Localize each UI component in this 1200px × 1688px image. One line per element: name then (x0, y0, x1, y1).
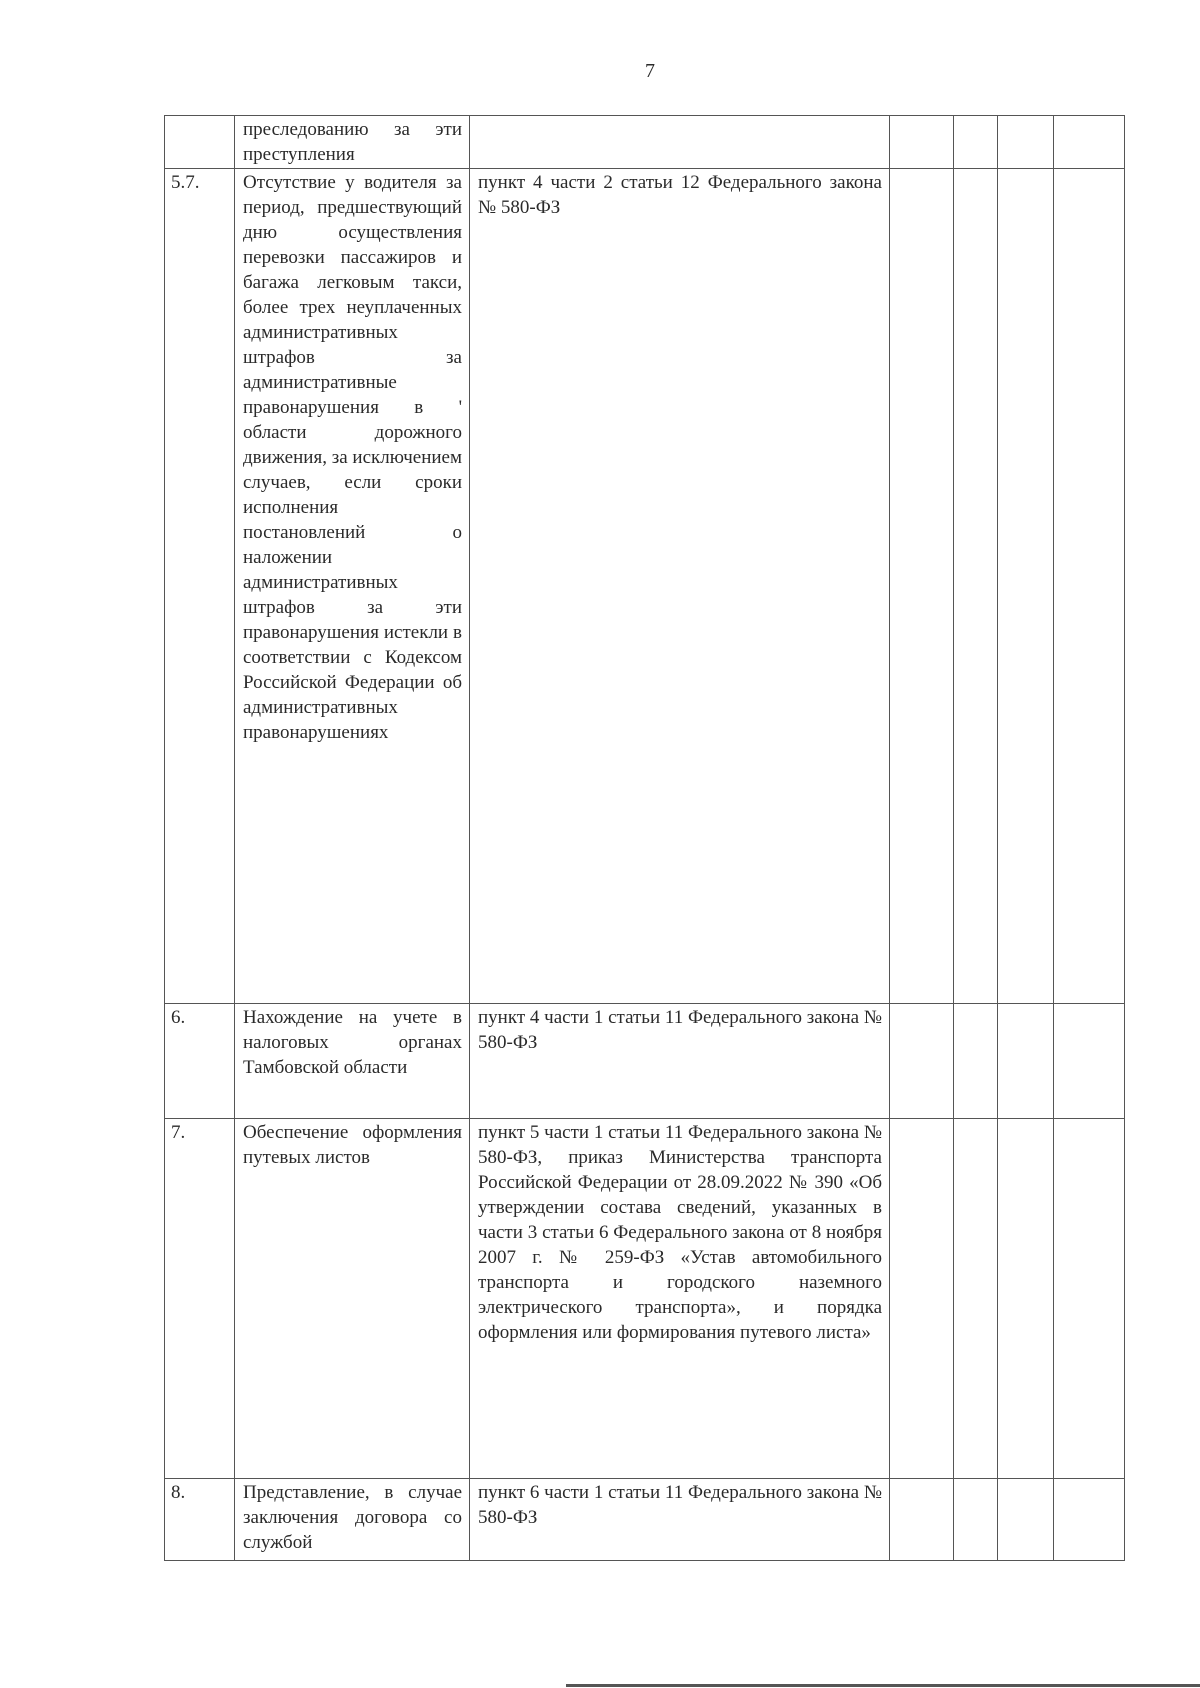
empty-cell (1054, 1004, 1125, 1119)
page-bottom-edge-line (566, 1684, 1200, 1687)
table-row (165, 1119, 1125, 1479)
empty-cell (954, 169, 998, 1004)
legal-reference: пункт 4 части 1 статьи 11 Федерального закона № 580-ФЗ (470, 1004, 890, 1119)
legal-reference: пункт 6 части 1 статьи 11 Федерального закона № 580-ФЗ (470, 1479, 890, 1561)
row-number (165, 116, 235, 169)
empty-cell (954, 1119, 998, 1479)
requirement-text: Нахождение на учете в налоговых органах Тамбовской области (235, 1004, 470, 1119)
row-number: 7. (165, 1119, 235, 1479)
row-number: 5.7. (165, 169, 235, 1004)
empty-cell (998, 1479, 1054, 1561)
table-row (165, 169, 1125, 1004)
empty-cell (998, 116, 1054, 169)
empty-cell (998, 1119, 1054, 1479)
row-number: 6. (165, 1004, 235, 1119)
empty-cell (954, 1004, 998, 1119)
legal-reference (470, 116, 890, 169)
requirement-text: Обеспечение оформления путевых листов (235, 1119, 470, 1479)
requirement-text: преследованию за эти преступления (235, 116, 470, 169)
legal-reference: пункт 5 части 1 статьи 11 Федерального закона № 580-ФЗ, приказ Министерства транспорта Российской Федерации от 28.09.2022 № 390 «Об утверждении состава сведений, указанных в части 3 статьи 6 Федерального закона от 8 ноября 2007 г. № 259-ФЗ «Устав автомобильного транспорта и городского наземного электрического транспорта», и порядка оформления или формирования путевого листа» (470, 1119, 890, 1479)
page-number: 7 (645, 60, 655, 82)
empty-cell (890, 1119, 954, 1479)
empty-cell (890, 116, 954, 169)
empty-cell (1054, 169, 1125, 1004)
requirement-text: Отсутствие у водителя за период, предшествующий дню осуществления перевозки пассажиров и багажа легковым такси, более трех неуплаченных административных штрафов за административные правонарушения в ' области дорожного движения, за исключением случаев, если сроки исполнения постановлений о наложении административных штрафов за эти правонарушения истекли в соответствии с Кодексом Российской Федерации об административных правонарушениях (235, 169, 470, 1004)
empty-cell (954, 1479, 998, 1561)
row-number: 8. (165, 1479, 235, 1561)
empty-cell (1054, 116, 1125, 169)
legal-reference: пункт 4 части 2 статьи 12 Федерального закона № 580-ФЗ (470, 169, 890, 1004)
empty-cell (954, 116, 998, 169)
requirements-table (164, 115, 1125, 1561)
table-row (165, 1004, 1125, 1119)
empty-cell (1054, 1479, 1125, 1561)
empty-cell (1054, 1119, 1125, 1479)
table-row (165, 116, 1125, 169)
table-row (165, 1479, 1125, 1561)
requirement-text: Представление, в случае заключения договора со службой (235, 1479, 470, 1561)
empty-cell (890, 169, 954, 1004)
empty-cell (998, 169, 1054, 1004)
empty-cell (998, 1004, 1054, 1119)
empty-cell (890, 1004, 954, 1119)
empty-cell (890, 1479, 954, 1561)
